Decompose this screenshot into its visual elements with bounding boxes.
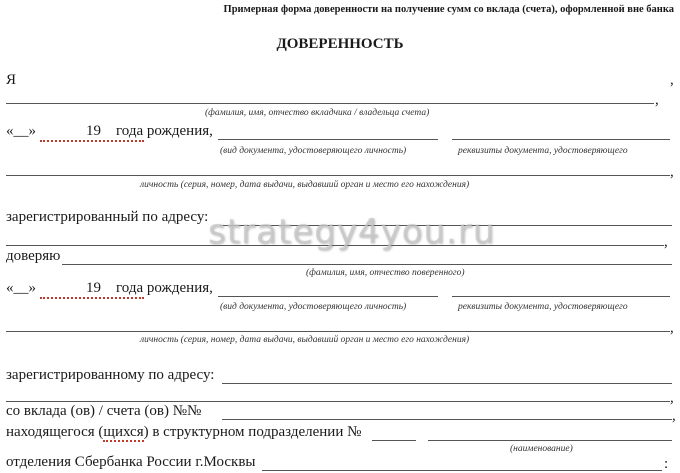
branch-label: отделения Сбербанка России г.Москвы (6, 454, 256, 470)
subdivision-number-field[interactable] (372, 440, 416, 441)
hint-depositor-fio: (фамилия, имя, отчество вкладчика / владельца счета) (205, 108, 430, 118)
attorney-doc-type-field[interactable] (218, 296, 438, 297)
attorney-registered-label: зарегистрированному по адресу: (6, 367, 215, 383)
doc-details-field[interactable] (452, 139, 670, 140)
attorney-birth-label: года рождения, (116, 280, 213, 296)
hint-name: (наименование) (510, 444, 573, 454)
attorney-doc-details-field[interactable] (452, 296, 670, 297)
hint-attorney-fio: (фамилия, имя, отчество поверенного) (306, 268, 465, 278)
birth-year-field[interactable]: 19 (40, 123, 144, 142)
watermark: strategy4you.ru (208, 212, 496, 252)
colon: : (664, 456, 669, 472)
page-title: ДОВЕРЕННОСТЬ (276, 36, 404, 52)
attorney-address-field-2[interactable] (6, 401, 670, 402)
hint-doc-details-2: личность (серия, номер, дата выдачи, выдавший орган и место его нахождения) (140, 180, 470, 190)
located-label: находящегося (щихся) в структурном подразделении № (6, 424, 362, 440)
hint-doc-type: (вид документа, удостоверяющего личность) (220, 146, 407, 156)
attorney-birth-day-field[interactable]: «__» (6, 280, 36, 296)
depositor-name-field[interactable] (6, 103, 654, 104)
doc-details-field-2[interactable] (6, 175, 670, 176)
registered-label: зарегистрированный по адресу: (6, 209, 209, 225)
hint-doc-details: реквизиты документа, удостоверяющего (458, 146, 628, 156)
comma: , (664, 234, 668, 250)
attorney-address-field[interactable] (222, 383, 672, 384)
comma: , (672, 408, 676, 424)
branch-field[interactable] (262, 470, 662, 471)
hint-attorney-doc-type: (вид документа, удостоверяющего личность) (220, 302, 407, 312)
birth-label: года рождения, (116, 123, 213, 139)
comma: , (655, 92, 659, 108)
comma: , (670, 164, 674, 180)
birth-day-field[interactable]: «__» (6, 123, 36, 139)
ya-label: Я (6, 72, 17, 88)
trust-label: доверяю (6, 248, 61, 264)
doc-type-field[interactable] (218, 139, 438, 140)
hint-attorney-doc-details: реквизиты документа, удостоверяющего (458, 302, 628, 312)
comma: , (670, 72, 674, 88)
account-numbers-field[interactable] (222, 419, 672, 420)
comma: , (670, 320, 674, 336)
attorney-name-field[interactable] (62, 264, 672, 265)
account-label: со вклада (ов) / счета (ов) №№ (6, 403, 202, 419)
comma: , (670, 390, 674, 406)
hint-attorney-doc-details-2: личность (серия, номер, дата выдачи, выдавший орган и место его нахождения) (140, 335, 470, 345)
attorney-birth-year-field[interactable]: 19 (40, 280, 144, 299)
attorney-doc-details-field-2[interactable] (6, 331, 670, 332)
form-subtitle: Примерная форма доверенности на получение сумм со вклада (счета), оформленной вне банка (223, 4, 674, 15)
subdivision-name-field[interactable] (428, 440, 672, 441)
